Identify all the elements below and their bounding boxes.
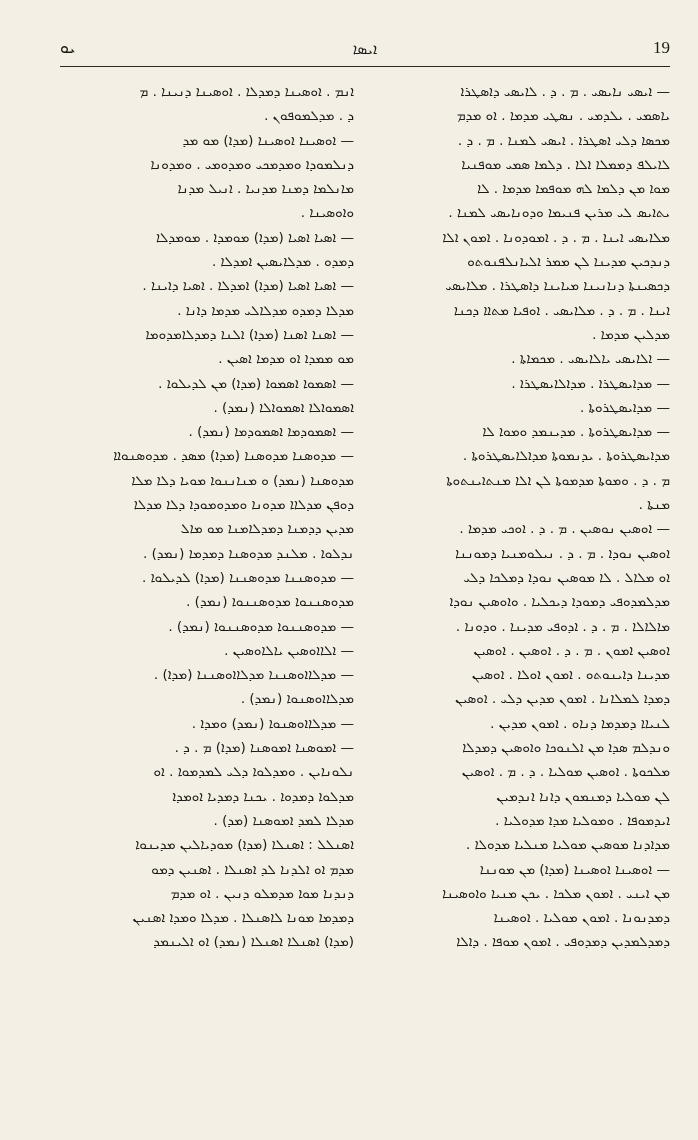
text-line: ܘܐܘܣܝܢܐ .: [300, 205, 354, 222]
text-line: ܐܝܕܡܘܦܐ . ܘܡܘܠܝܐ ܡܕܐ ܡܕܘܠܝܐ .: [495, 812, 670, 829]
text-line: — ܡܕܘܣܢܢܘܐ ܡܕܘܣܢܢܘܐ (ܢܡܕ) .: [168, 618, 354, 635]
text-line: ܡܐܢܠܡܐ ܕܡܢܐ ܡܕܢܝܐ . ܐܢܝܠ ܡܕܢܐ: [177, 181, 354, 198]
text-line: — ܡܕܘܣܢܢܐ ܡܕܘܣܢܢܐ (ܡܕܐ) ܠܕܝܠܘܐ .: [142, 569, 354, 586]
running-head: ܐܝܣܐ: [352, 40, 378, 58]
text-line: ܝܬܐܝܣ ܠܝ ܡܪܝܢ ܦܢܝܡܐ ܘܕܘܢܐܝܣܝ ܠܡܢܐ .: [448, 205, 670, 222]
text-line: ܐܢܡ . ܐܘܣܝܢܐ ܕܡܕܠܐ . ܐܘܣܝܢܐ ܕܢܝܢܐ . ܡ: [139, 84, 354, 100]
text-line: ܐܝܢܐ . ܡ . ܕ . ܡܠܐܝܣܝ . ܐܘܦܝܐ ܡܬܐܐ ܕܟܢܐ: [453, 302, 670, 319]
text-line: ܡܠܐܝܣܝ ܐܝܢܐ . ܡ . ܕ . ܐܡܘܕܘܢܐ . ܐܡܘܢ ܐܠܐ: [442, 229, 670, 246]
text-line: ܡܕܝܢܐ ܕܐܝܢܘܬܘ . ܐܡܘܢ ܐܘܠܐ . ܐܘܣܝܢ: [471, 667, 670, 684]
text-line: ܡܕܠܡܕܘܦܝ ܕܡܘܕܐ ܕܝܟܠܝܐ . ܘܐܘܣܝܢ ܢܘܕܐ: [449, 594, 670, 611]
text-line: ܡܕܐܝܣܛܪܘܬܐ . ܝܕܢܡܘܬܐ ܡܕܐܠܐܝܣܛܪܘܬܐ .: [462, 448, 670, 465]
text-line: — ܐܣܝܐ ܐܣܝܐ (ܡܕܐ) ܐܡܕܠܐ . ܐܣܝܐ ܕܐܝܢܐ .: [142, 278, 354, 295]
text-line: ܕܡܕܘ . ܡܕܠܐܝܣܝܢ ܐܡܕܠܐ .: [211, 254, 354, 271]
text-line: — ܐܝܣܝ ܢܐܝܣܝ . ܡ . ܕ . ܠܐܝܣܝ ܕܐܣܛܪܐ: [460, 84, 670, 100]
text-line: ܕܡܕܠܡܕܝܢ ܕܡܕܘܦܝ . ܐܡܘܢ ܡܘܦܐ . ܕܐܠܐ: [456, 934, 670, 951]
text-line: ܠܢ ܡܘܠܝܐ ܕܡܢܡܘܢ ܕܐܢܐ ܐܢܕܡܝܢ: [496, 788, 670, 805]
text-line: ܡܐܠܐܠܐ . ܡ . ܕ . ܐܕܘܦܝ ܡܕܝܢܐ . ܘܕܘܢܐ .: [455, 618, 670, 635]
text-line: ܠܐܝܠܦ ܕܡܡܠܐ ܐܠܐ . ܕܠܡܐ ܣܡܝ ܡܘܦܢܝܐ: [461, 156, 670, 173]
text-line: — ܐܣܝܐ ܐܣܝܐ (ܡܕܐ) ܡܘܡܕܐ . ܡܘܡܕܠܐ: [155, 229, 354, 246]
text-line: ܕܘܦܢ ܡܕܠܐܐ ܡܕܘܢܐ ܘܡܕܘܡܘܕܐ ܕܠܐ ܡܕܠܐ: [133, 497, 354, 514]
text-line: — ܐܣܡܘܕܡܐ ܐܣܡܘܕܡܐ (ܢܡܕ) .: [188, 424, 354, 441]
text-line: ܐܣܢܠܠ : ܐܣܢܠܐ (ܡܕܐ) ܡܘܕܝܐܠܝܢ ܡܕܝܢܘܐ: [135, 837, 354, 854]
text-line: ܠܢܝܐܐ ܕܡܕܡܐ ܕܢܐܘ . ܐܡܘܢ ܡܕܝܢ .: [490, 715, 670, 732]
text-line: ܡܕܠܐ ܕܡܕܘ ܡܕܠܐܠܝ ܡܕܡܐ ܕܐܢܐ .: [177, 302, 354, 319]
text-line: ܐܘܣܝܢ ܐܡܘܢ . ܡ . ܕ . ܐܘܣܝܢ . ܐܘܣܝܢ: [473, 642, 670, 659]
text-line: ܡܕܠܘܐ ܕܡܕܘܐ . ܝܟܢܐ ܕܡܕܝܐ ܐܘܡܕܐ: [172, 788, 354, 805]
text-line: ܡܕܘܣܢܐ (ܢܡܕ) ܘ ܡܢܐܢܢܘܐ ܡܘܝܐ ܕܠܐ ܡܠܐ: [131, 472, 354, 489]
header-rule: [60, 66, 670, 67]
text-line: ܢܠܘܢܐܝܢ . ܘܡܕܠܘܐ ܕܠܝ ܠܡܕܡܘܐ . ܐܘ: [153, 764, 354, 781]
text-line: — ܐܘܣܝܢܐ ܐܘܣܝܢܐ (ܡܕܐ) ܡܢ ܡܘܢܢܐ: [479, 861, 670, 878]
header-mark: ܝܘ: [60, 38, 76, 57]
text-line: — ܐܣܢܐ ܐܣܢܐ (ܡܕܐ) ܐܠܢܐ ܕܡܕܠܐܡܕܘܡܐ: [145, 326, 354, 343]
text-line: ܡ . ܕ . ܘܡܘܬܐ ܡܕܡܘܬܐ ܠܢ ܐܠܐ ܡܢܬܐܝܢܬܘܬܐ: [446, 472, 670, 489]
text-line: ܕܡܕܢܘܢܐ . ܐܡܘܢ ܡܘܠܝܐ . ܐܘܣܝܢܐ: [493, 910, 670, 927]
text-line: — ܡܕܐܝܣܛܪܐ . ܡܕܐܠܐܝܣܛܪܐ .: [511, 375, 670, 392]
text-line: — ܡܕܘܣܢܐ ܡܕܘܣܢܐ (ܡܕܐ) ܡܣܕ . ܡܕܘܣܢܘܐܐ: [113, 448, 354, 465]
text-line: ܕܢܕܢܐ ܡܘܐ ܡܕܡܠܘ ܕܢܝܢ . ܐܘ ܡܕܡ: [170, 885, 354, 902]
page-header: [60, 34, 670, 64]
text-line: ܐܘ ܡܠܐܠ . ܠܐ ܡܘܣܝܢ ܢܘܕܐ ܕܡܠܟܐ ܕܠܝ: [463, 569, 670, 586]
text-line: ܐܘܣܝܢ ܢܘܕܐ . ܡ . ܕ . ܢܝܠܘܡܢܝܐ ܕܡܘܢܢܐ: [455, 545, 670, 562]
left-column: [62, 80, 354, 1100]
text-line: ܝܐܣܡܝ . ܝܠܕܡܝ . ܢܣܛܝ ܡܕܡܐ . ܐܘ ܡܕܡ: [456, 108, 670, 125]
text-line: — ܐܣܡܘܐ ܐܣܡܘܐ (ܡܕܐ) ܡܢ ܠܕܝܠܘܐ .: [158, 375, 354, 392]
text-line: — ܡܕܠܐܐܘܣܢܘܐ (ܢܡܕ) ܘܡܕܐ .: [191, 715, 354, 732]
text-line: ܕܡܕܡܐ ܡܘܢܐ ܠܐܣܢܠܐ . ܡܕܠܐ ܘܡܕܐ ܐܣܢܝܢ: [132, 910, 354, 927]
text-line: — ܡܕܐܝܣܛܪܘܬܐ .: [579, 399, 670, 416]
text-line: ܡܕܠܐܐܘܣܢܘܐ (ܢܡܕ) .: [240, 691, 354, 708]
text-line: ܐܣܡܘܐܠܐ ܐܣܡܘܐܠܐ (ܢܡܕ) .: [213, 399, 354, 416]
text-line: — ܐܠܐܝܣܝ ܝܐܠܐܝܣܝ . ܡܟܡܐܬܐ .: [511, 351, 670, 368]
text-line: ܘܢܕܠܡ ܣܕܐ ܡܢ ܐܠܢܘܟܐ ܘܐܘܣܝܢ ܕܡܕܠܐ: [462, 740, 670, 757]
text-line: ܡܕܠܐ ܠܡܕ ܐܡܘܣܢܐ (ܡܕ) .: [213, 812, 354, 829]
text-line: ܡܕܘܣܢܢܘܐ ܡܕܘܣܢܢܘܐ (ܢܡܕ) .: [186, 594, 354, 611]
text-line: ܕܢܕܟܝܢ ܡܕܝܢܐ ܠܢ ܡܡܪ ܐܠܝܐܢܠܦܢܘܬܘ: [467, 254, 670, 271]
text-line: ܡܕܝܢ ܕܕܡܢܐ ܕܡܕܠܐܡܢܐ ܡܘ ܡܐܠ: [180, 521, 354, 538]
text-line: ܡܠܟܘܬܐ . ܐܘܣܝܢ ܡܘܠܝܐ . ܕ . ܡ . ܐܘܣܝܢ: [461, 764, 670, 781]
text-line: — ܡܕܐܝܣܛܪܘܬܐ . ܡܕܝܢܡܕ ܘܡܘܐ ܠܐ: [482, 424, 670, 441]
text-line: ܡܕܐܕܢܐ ܡܘܣܝܢ ܡܘܠܝܐ ܡܢܠܝܐ ܡܕܘܠܐ .: [466, 837, 670, 854]
text-line: ܡܟܣܐ ܕܠܝ ܐܣܛܪܐ . ܐܝܣܝ ܠܡܢܐ . ܡ . ܕ .: [457, 132, 670, 149]
text-line: — ܐܘܣܝܢܐ ܐܘܣܝܢܐ (ܡܕܐ) ܡܘ ܡܕ: [182, 132, 354, 149]
text-line: ܡܢܬܐ .: [638, 497, 670, 514]
text-line: ܕ . ܡܕܠܡܘܦܘܢ .: [264, 108, 354, 125]
text-line: ܡܘܐ ܡܢ ܕܠܡܐ ܠܗ ܡܘܦܡܐ ܡܕܡܐ . ܠܐ: [477, 181, 670, 198]
text-line: ܢܕܠܘܐ . ܡܠܢܕ ܡܕܘܣܢܐ ܕܡܕܡܐ (ܢܡܕ) .: [143, 545, 354, 562]
right-column: [378, 80, 670, 1100]
text-line: ܕܢܠܡܘܕܐ ܘܡܕܡܟܝ ܘܡܕܘܡܝ . ܘܡܕܘܢܐ: [150, 156, 354, 173]
page-number: 19: [653, 38, 670, 57]
text-line: — ܐܘܣܝܢ ܢܘܣܝܢ . ܡ . ܕ . ܐܘܟܝ ܡܕܡܐ .: [459, 521, 670, 538]
text-line: — ܐܠܐܐܘܣܝܢ ܝܐܠܐܘܣܝܢ .: [224, 642, 354, 659]
text-line: — ܐܡܘܣܢܐ ܐܡܘܣܢܐ (ܡܕܐ) ܡ . ܕ .: [174, 740, 354, 757]
text-line: (ܡܕܐ) ܐܣܢܠܐ ܐܣܢܠܐ (ܢܡܕ) ܐܘ ܐܠܝܢܡܕ: [153, 934, 354, 951]
text-line: ܡܕܠܝܢ ܡܕܡܐ .: [592, 326, 670, 343]
text-line: ܡܢ ܐܝܢܝ . ܐܡܘܢ ܡܠܟܐ . ܝܟܢ ܡܢܝܐ ܘܐܘܣܝܢܐ: [442, 885, 670, 902]
text-line: ܕܡܕܐ ܠܡܠܐܢܐ . ܐܡܘܢ ܡܕܝܢ ܕܠܝ . ܐܘܣܝܢ: [455, 691, 670, 708]
text-line: ܡܕܡ ܐܘ ܐܠܕܢܐ ܠܕ ܐܣܢܠܐ . ܐܣܢܝܢ ܕܡܘ: [151, 861, 354, 878]
text-line: ܕܟܣܝܢܬܐ ܕܢܐܢܝܢܐ ܡܝܐܝܢܐ ܕܐܣܛܪܐ . ܡܠܐܝܣܝ: [445, 278, 670, 295]
text-line: — ܡܕܠܐܐܘܣܢܢܐ ܡܕܠܐܐܘܣܢܢܐ (ܡܕܐ) .: [153, 667, 354, 684]
text-line: ܡܘ ܡܡܕܐ ܐܘ ܡܕܡܐ ܐܣܝܢ .: [218, 351, 354, 368]
